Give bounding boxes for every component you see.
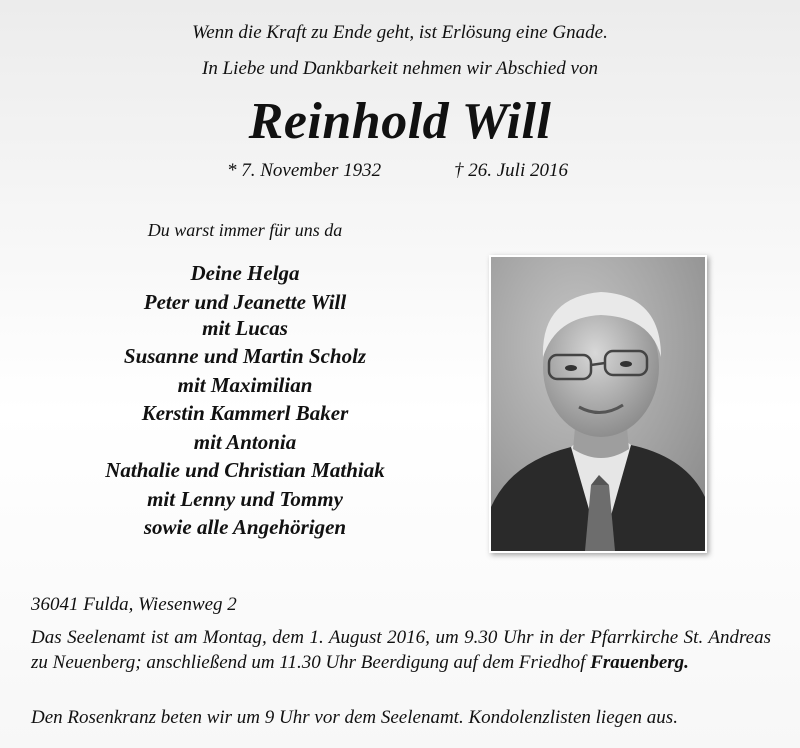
death-date: † 26. Juli 2016: [454, 160, 568, 181]
portrait-photo: [489, 255, 707, 553]
service-description: Das Seelenamt ist am Montag, dem 1. August 2016, um 9.30 Uhr in der Pfarrkirche St. Andreas zu Neuenberg; anschließend um 11.30 Uhr Beerdigung auf dem Friedhof: [31, 627, 771, 673]
family-list: [40, 258, 450, 543]
birth-date: * 7. November 1932: [227, 160, 382, 181]
motto-line: Wenn die Kraft zu Ende geht, ist Erlösung eine Gnade.: [192, 22, 608, 43]
deceased-name: Reinhold Will: [248, 93, 552, 150]
family-member: mit Maximilian: [177, 373, 313, 397]
family-member: Deine Helga: [190, 261, 300, 285]
portrait-photo-icon: [491, 257, 705, 551]
family-member: mit Lenny und Tommy: [147, 487, 343, 511]
family-member: mit Antonia: [193, 430, 297, 454]
family-address: 36041 Fulda, Wiesenweg 2: [31, 594, 237, 615]
rosary-text: Den Rosenkranz beten wir um 9 Uhr vor dem Seelenamt. Kondolenzlisten liegen aus.: [31, 707, 678, 728]
family-intro: Du warst immer für uns da: [147, 220, 343, 240]
cemetery-name: Frauenberg.: [590, 652, 689, 673]
funeral-service-text: [31, 625, 771, 675]
family-member: Nathalie und Christian Mathiak: [105, 458, 385, 482]
family-member: Susanne und Martin Scholz: [123, 344, 367, 368]
family-member: Peter und Jeanette Will: [143, 290, 347, 314]
family-member: sowie alle Angehörigen: [143, 515, 347, 539]
family-member: Kerstin Kammerl Baker: [141, 401, 349, 425]
farewell-intro: In Liebe und Dankbarkeit nehmen wir Abschied von: [202, 58, 598, 79]
family-member: mit Lucas: [202, 316, 288, 340]
